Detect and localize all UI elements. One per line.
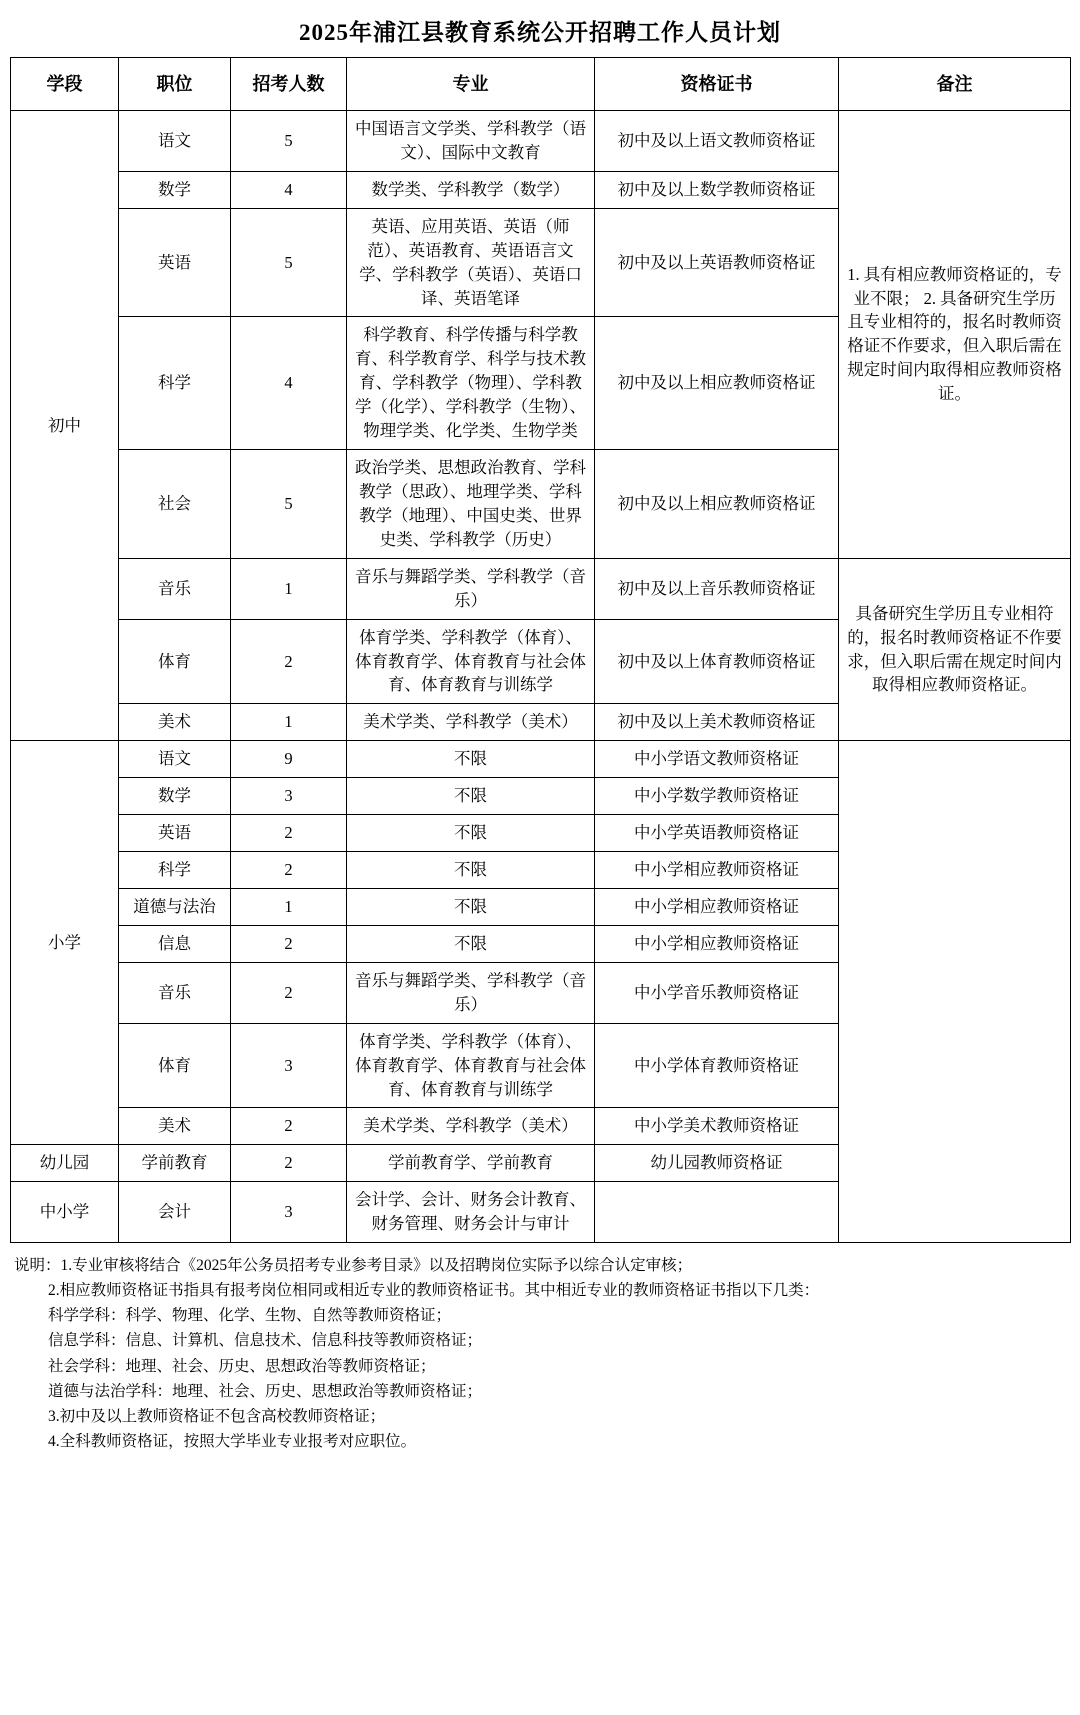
- post-cell: 音乐: [119, 962, 231, 1023]
- quota-cell: 4: [231, 317, 347, 450]
- major-cell: 不限: [347, 778, 595, 815]
- quota-cell: 2: [231, 925, 347, 962]
- certificate-cell: 初中及以上语文教师资格证: [595, 111, 839, 172]
- note-line: 4.全科教师资格证，按照大学毕业专业报考对应职位。: [48, 1432, 417, 1450]
- major-cell: 音乐与舞蹈学类、学科教学（音乐）: [347, 558, 595, 619]
- column-header-certificate: 资格证书: [595, 58, 839, 111]
- footer-notes: [10, 1253, 1070, 1454]
- note-line: 科学学科：科学、物理、化学、生物、自然等教师资格证；: [48, 1307, 452, 1325]
- quota-cell: 2: [231, 619, 347, 704]
- post-cell: 数学: [119, 171, 231, 208]
- column-header-major: 专业: [347, 58, 595, 111]
- stage-cell-kindergarten: 幼儿园: [11, 1145, 119, 1182]
- major-cell: 政治学类、思想政治教育、学科教学（思政）、地理学类、学科教学（地理）、中国史类、世界史类、学科教学（历史）: [347, 450, 595, 559]
- major-cell: 音乐与舞蹈学类、学科教学（音乐）: [347, 962, 595, 1023]
- column-header-quota: 招考人数: [231, 58, 347, 111]
- quota-cell: 2: [231, 1108, 347, 1145]
- note-line: 3.初中及以上教师资格证不包含高校教师资格证；: [48, 1407, 386, 1425]
- certificate-cell: 幼儿园教师资格证: [595, 1145, 839, 1182]
- certificate-cell: 中小学美术教师资格证: [595, 1108, 839, 1145]
- certificate-cell: 初中及以上相应教师资格证: [595, 450, 839, 559]
- quota-cell: 1: [231, 888, 347, 925]
- certificate-cell: 中小学数学教师资格证: [595, 778, 839, 815]
- quota-cell: 4: [231, 171, 347, 208]
- post-cell: 美术: [119, 704, 231, 741]
- major-cell: 不限: [347, 815, 595, 852]
- column-header-post: 职位: [119, 58, 231, 111]
- major-cell: 体育学类、学科教学（体育）、体育教育学、体育教育与社会体育、体育教育与训练学: [347, 619, 595, 704]
- note-line: 信息学科：信息、计算机、信息技术、信息科技等教师资格证；: [48, 1332, 483, 1350]
- major-cell: 不限: [347, 888, 595, 925]
- major-cell: 不限: [347, 925, 595, 962]
- post-cell: 社会: [119, 450, 231, 559]
- certificate-cell: 初中及以上美术教师资格证: [595, 704, 839, 741]
- certificate-cell: 中小学英语教师资格证: [595, 815, 839, 852]
- stage-cell-junior: 初中: [11, 111, 119, 741]
- table-row: [11, 558, 1071, 619]
- remark-cell-arts: 具备研究生学历且专业相符的，报名时教师资格证不作要求，但入职后需在规定时间内取得相应教师资格证。: [839, 558, 1071, 741]
- post-cell: 数学: [119, 778, 231, 815]
- quota-cell: 1: [231, 704, 347, 741]
- quota-cell: 2: [231, 1145, 347, 1182]
- quota-cell: 9: [231, 741, 347, 778]
- certificate-cell: 中小学语文教师资格证: [595, 741, 839, 778]
- major-cell: 美术学类、学科教学（美术）: [347, 1108, 595, 1145]
- post-cell: 会计: [119, 1182, 231, 1243]
- major-cell: 体育学类、学科教学（体育）、体育教育学、体育教育与社会体育、体育教育与训练学: [347, 1023, 595, 1108]
- remark-cell-empty: [839, 741, 1071, 1243]
- quota-cell: 3: [231, 1182, 347, 1243]
- page-title: 2025年浦江县教育系统公开招聘工作人员计划: [299, 20, 781, 45]
- stage-cell-primary: 小学: [11, 741, 119, 1145]
- major-cell: 美术学类、学科教学（美术）: [347, 704, 595, 741]
- certificate-cell: 中小学相应教师资格证: [595, 925, 839, 962]
- certificate-cell: 初中及以上体育教师资格证: [595, 619, 839, 704]
- post-cell: 英语: [119, 208, 231, 317]
- post-cell: 语文: [119, 741, 231, 778]
- post-cell: 音乐: [119, 558, 231, 619]
- table-row: [11, 111, 1071, 172]
- certificate-cell: 中小学音乐教师资格证: [595, 962, 839, 1023]
- post-cell: 体育: [119, 1023, 231, 1108]
- column-header-stage: 学段: [11, 58, 119, 111]
- post-cell: 科学: [119, 852, 231, 889]
- certificate-cell: 初中及以上数学教师资格证: [595, 171, 839, 208]
- certificate-cell: 初中及以上音乐教师资格证: [595, 558, 839, 619]
- table-row: [11, 741, 1071, 778]
- major-cell: 数学类、学科教学（数学）: [347, 171, 595, 208]
- note-line: 说明：1.专业审核将结合《2025年公务员招考专业参考目录》以及招聘岗位实际予以综合认定审核；: [14, 1257, 693, 1275]
- table-header-row: [11, 58, 1071, 111]
- column-header-remark: 备注: [839, 58, 1071, 111]
- note-line: 社会学科：地理、社会、历史、思想政治等教师资格证；: [48, 1357, 436, 1375]
- certificate-cell: 中小学相应教师资格证: [595, 852, 839, 889]
- quota-cell: 2: [231, 815, 347, 852]
- major-cell: 英语、应用英语、英语（师范）、英语教育、英语语言文学、学科教学（英语）、英语口译、英语笔译: [347, 208, 595, 317]
- quota-cell: 1: [231, 558, 347, 619]
- major-cell: 科学教育、科学传播与科学教育、科学教育学、科学与技术教育、学科教学（物理）、学科教学（化学）、学科教学（生物）、物理学类、化学类、生物学类: [347, 317, 595, 450]
- certificate-cell: 初中及以上相应教师资格证: [595, 317, 839, 450]
- quota-cell: 5: [231, 111, 347, 172]
- major-cell: 中国语言文学类、学科教学（语文）、国际中文教育: [347, 111, 595, 172]
- post-cell: 英语: [119, 815, 231, 852]
- post-cell: 学前教育: [119, 1145, 231, 1182]
- major-cell: 不限: [347, 852, 595, 889]
- stage-cell-k12: 中小学: [11, 1182, 119, 1243]
- quota-cell: 2: [231, 852, 347, 889]
- remark-cell-junior: 1. 具有相应教师资格证的，专业不限； 2. 具备研究生学历且专业相符的，报名时教师资格证不作要求，但入职后需在规定时间内取得相应教师资格证。: [839, 111, 1071, 559]
- post-cell: 美术: [119, 1108, 231, 1145]
- major-cell: 不限: [347, 741, 595, 778]
- post-cell: 信息: [119, 925, 231, 962]
- major-cell: 学前教育学、学前教育: [347, 1145, 595, 1182]
- certificate-cell: 中小学体育教师资格证: [595, 1023, 839, 1108]
- certificate-cell: 中小学相应教师资格证: [595, 888, 839, 925]
- post-cell: 道德与法治: [119, 888, 231, 925]
- note-line: 道德与法治学科：地理、社会、历史、思想政治等教师资格证；: [48, 1382, 483, 1400]
- major-cell: 会计学、会计、财务会计教育、财务管理、财务会计与审计: [347, 1182, 595, 1243]
- quota-cell: 3: [231, 1023, 347, 1108]
- post-cell: 科学: [119, 317, 231, 450]
- certificate-cell: [595, 1182, 839, 1243]
- post-cell: 语文: [119, 111, 231, 172]
- quota-cell: 5: [231, 450, 347, 559]
- certificate-cell: 初中及以上英语教师资格证: [595, 208, 839, 317]
- note-line: 2.相应教师资格证书指具有报考岗位相同或相近专业的教师资格证书。其中相近专业的教师资格证书指以下几类：: [48, 1282, 820, 1300]
- quota-cell: 2: [231, 962, 347, 1023]
- quota-cell: 3: [231, 778, 347, 815]
- recruitment-plan-table: [10, 57, 1071, 1243]
- quota-cell: 5: [231, 208, 347, 317]
- post-cell: 体育: [119, 619, 231, 704]
